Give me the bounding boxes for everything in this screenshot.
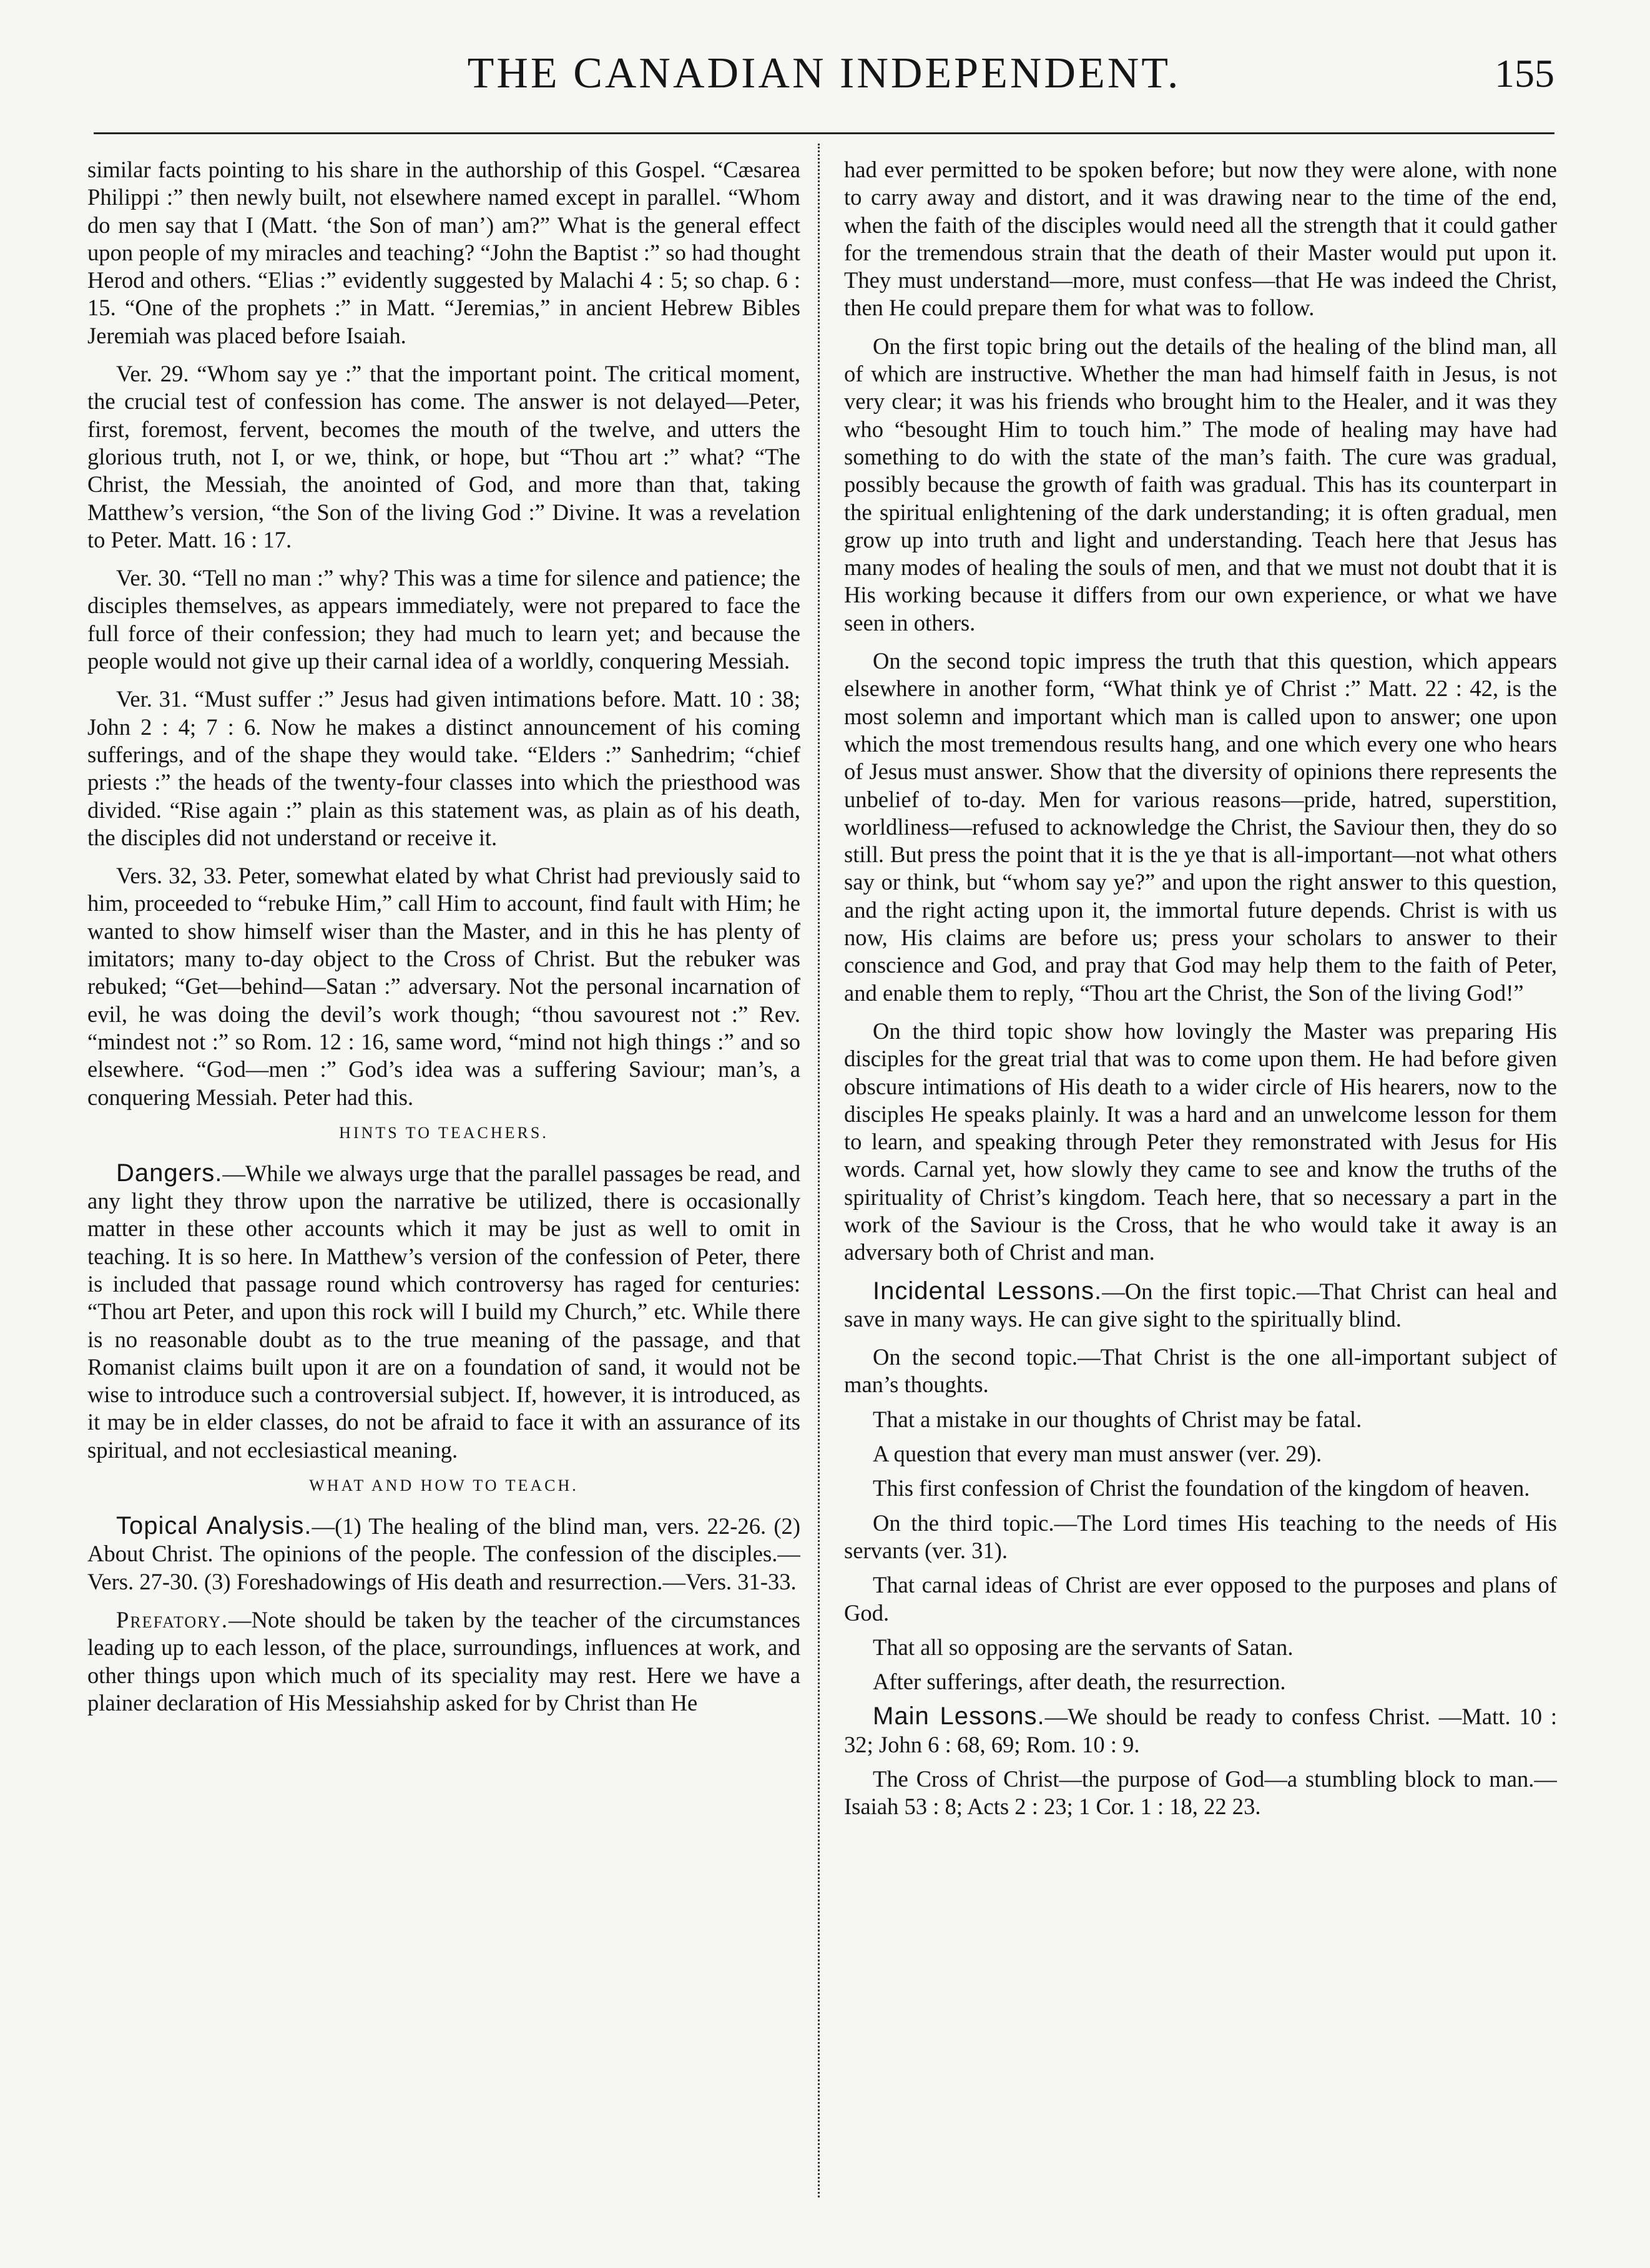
verse-31-paragraph bbox=[87, 685, 800, 852]
dangers-paragraph bbox=[87, 1159, 800, 1464]
continued-paragraph: had ever permitted to be spoken before; but now they were alone, with none to carry away and distort, and it was drawing near to the time of the end, when the faith of the disciples would need all the strength that it could gather for the tremendous strain that the death of their Master would put upon it. They must understand—more, must confess—that He was indeed the Christ, then He could prepare them for what was to follow. bbox=[844, 157, 1557, 321]
topical-analysis-paragraph bbox=[87, 1512, 800, 1596]
main-lessons-text: —We should be ready to confess Christ. —Matt. 10 : 32; John 6 : 68, 69; Rom. 10 : 9. bbox=[844, 1704, 1557, 1757]
incidental-second-topic: On the second topic.—That Christ is the one all-important subject of man’s thoughts. bbox=[844, 1344, 1557, 1398]
incidental-second-b: A question that every man must answer (ver. 29). bbox=[873, 1441, 1322, 1467]
third-topic-paragraph: On the third topic show how lovingly the Master was preparing His disciples for the great trial that was to come upon them. He had before given obscure intimations of His death to a wider circle of His hearers, now to the disciples He speaks plainly. It was a hard and an unwelcome lesson for them to learn, and speaking through Peter they remonstrated with Jesus for His words. Carnal yet, how slowly they came to see and know the truths of the spirituality of Christ’s kingdom. Teach here, that so necessary a part in the work of the Saviour is the Cross, that he who would take it away is an adversary both of Christ and man. bbox=[844, 1018, 1557, 1265]
verse-30-paragraph bbox=[87, 564, 800, 675]
verses-32-33-label: Vers. 32, 33. bbox=[116, 863, 232, 889]
verse-30-label: Ver. 30. bbox=[116, 565, 187, 591]
left-column bbox=[87, 156, 800, 2222]
page-number: 155 bbox=[1495, 51, 1554, 96]
main-lessons-label: Main Lessons. bbox=[873, 1702, 1045, 1730]
incidental-lessons-paragraph bbox=[844, 1277, 1557, 1333]
verse-29-paragraph bbox=[87, 360, 800, 554]
intro-paragraph: similar facts pointing to his share in the authorship of this Gospel. “Cæsarea Philippi :” then newly built, not elsewhere named except in parallel. “Whom do men say that I (Matt. ‘the Son of man’) am?” What is the general effect upon people of my miracles and teaching? “John the Baptist :” so had thought Herod and others. “Elias :” evidently suggested by Malachi 4 : 5; so chap. 6 : 15. “One of the prophets :” in Matt. “Jeremias,” in ancient Hebrew Bibles Jeremiah was placed before Isaiah. bbox=[87, 157, 800, 348]
main-lessons-cross: The Cross of Christ—the purpose of God—a stumbling block to man.—Isaiah 53 : 8; Acts 2 : 23; 1 Cor. 1 : 18, 22 23. bbox=[844, 1766, 1557, 1820]
second-topic-paragraph: On the second topic impress the truth that this question, which appears elsewhere in another form, “What think ye of Christ :” Matt. 22 : 42, is the most solemn and important which man is called upon to answer; one upon which the most tremendous results hang, and one which every one who hears of Jesus must answer. Show that the diversity of opinions there represents the unbelief of to-day. Men for various reasons—pride, hatred, superstition, worldliness—refused to acknowledge the Christ, the Saviour then, they do so still. But press the point that it is the ye that is all-important—not what others say or think, but “whom say ye?” and upon the right answer to this question, and the right acting upon it, the immortal future depends. Christ is with us now, His claims are before us; press your scholars to answer to their conscience and God, and pray that God may help them to the faith of Peter, and enable them to reply, “Thou art the Christ, the Son of the living God!” bbox=[844, 648, 1557, 1006]
topical-analysis-text: —(1) The healing of the blind man, vers. 22-26. (2) About Christ. The opinions of the people. The confession of the disciples.—Vers. 27-30. (3) Foreshadowings of His death and resurrection.—Vers. 31-33. bbox=[87, 1513, 800, 1594]
dangers-text: —While we always urge that the parallel passages be read, and any light they throw upon the narrative be utilized, there is occasionally matter in these other accounts which it may be just as well to omit in teaching. It is so here. In Matthew’s version of the confession of Peter, there is included that passage round which controversy has raged for centuries: “Thou art Peter, and upon this rock will I build my Church,” etc. While there is no reasonable doubt as to the true meaning of the passage, and that Romanist claims built upon it are on a foundation of sand, it would not be wise to introduce such a controversial subject. If, however, it is introduced, as it may be in elder classes, do not be afraid to face it with an assurance of its spiritual, and not ecclesiastical meaning. bbox=[87, 1160, 800, 1463]
verse-29-text: “Whom say ye :” that the important point. The critical moment, the crucial test of confession has come. The answer is not delayed—Peter, first, foremost, fervent, becomes the mouth of the twelve, and utters the glorious truth, not I, or we, think, or hope, but “Thou art :” what? “The Christ, the Messiah, the anointed of God, and more than that, taking Matthew’s version, “the Son of the living God :” Divine. It was a revelation to Peter. Matt. 16 : 17. bbox=[87, 361, 800, 552]
dangers-label: Dangers. bbox=[116, 1159, 223, 1187]
main-lessons-paragraph bbox=[844, 1702, 1557, 1759]
topical-analysis-label: Topical Analysis. bbox=[116, 1512, 312, 1540]
section-heading-what-how: WHAT AND HOW TO TEACH. bbox=[309, 1476, 579, 1495]
right-column bbox=[844, 156, 1557, 2222]
incidental-third-c: After sufferings, after death, the resurrection. bbox=[873, 1669, 1286, 1695]
verses-32-33-paragraph bbox=[87, 862, 800, 1111]
incidental-second-c: This first confession of Christ the foundation of the kingdom of heaven. bbox=[873, 1475, 1530, 1501]
incidental-second-a: That a mistake in our thoughts of Christ may be fatal. bbox=[873, 1406, 1362, 1432]
section-heading-hints: HINTS TO TEACHERS. bbox=[339, 1123, 549, 1142]
verses-32-33-text: Peter, somewhat elated by what Christ had previously said to him, proceeded to “rebuke Him,” call Him to account, find fault with Him; he wanted to show himself wiser than the Master, and in this he has plenty of imitators; many to-day object to the Cross of Christ. But the rebuker was rebuked; “Get—behind—Satan :” adversary. Not the personal incarnation of evil, he was doing the devil’s work though; “thou savourest not :” Rev. “mindest not :” so Rom. 12 : 16, same word, “mind not high things :” and so elsewhere. “God—men :” God’s idea was a suffering Saviour; man’s, a conquering Messiah. Peter had this. bbox=[87, 863, 800, 1110]
verse-31-label: Ver. 31. bbox=[116, 686, 188, 712]
first-topic-paragraph: On the first topic bring out the details of the healing of the blind man, all of which are instructive. Whether the man had himself faith in Jesus, is not very clear; it was his friends who brought him to the Healer, and it was they who “besought Him to touch him.” The mode of healing may have had something to do with the state of the man’s faith. The cure was gradual, possibly because the growth of faith was gradual. This has its counterpart in the spiritual enlightening of the dark understanding; it is often gradual, men grow up into truth and light and understanding. Teach here that Jesus has many modes of healing the souls of men, and that we must not doubt that it is His working because it differs from our own experience, or what we have seen in others. bbox=[844, 333, 1557, 636]
incidental-lessons-text: —On the first topic.—That Christ can heal and save in many ways. He can give sight to the spiritually blind. bbox=[844, 1278, 1557, 1332]
header-rule bbox=[94, 132, 1554, 134]
prefatory-text: —Note should be taken by the teacher of the circumstances leading up to each lesson, of the place, surroundings, influences at work, and other things upon which much of its speciality may rest. Here we have a plainer declaration of His Messiahship asked for by Christ than He bbox=[87, 1606, 800, 1716]
running-title: THE CANADIAN INDEPENDENT. bbox=[467, 49, 1181, 97]
incidental-third-a: That carnal ideas of Christ are ever opposed to the purposes and plans of God. bbox=[844, 1572, 1557, 1626]
verse-30-text: “Tell no man :” why? This was a time for silence and patience; the disciples themselves, as appears immediately, were not prepared to face the full force of their confession; they had much to learn yet; and because the people would not give up their carnal idea of a worldly, conquering Messiah. bbox=[87, 565, 800, 674]
incidental-third-topic: On the third topic.—The Lord times His teaching to the needs of His servants (ver. 31). bbox=[844, 1510, 1557, 1563]
verse-29-label: Ver. 29. bbox=[116, 361, 189, 387]
page-header bbox=[94, 42, 1554, 105]
prefatory-label: Prefatory. bbox=[116, 1606, 229, 1632]
column-divider bbox=[818, 144, 820, 2197]
incidental-lessons-label: Incidental Lessons. bbox=[873, 1277, 1102, 1305]
prefatory-paragraph bbox=[87, 1606, 800, 1717]
verse-31-text: “Must suffer :” Jesus had given intimations before. Matt. 10 : 38; John 2 : 4; 7 : 6. Now he makes a distinct announcement of his coming sufferings, and of the shape they would take. “Elders :” Sanhedrim; “chief priests :” the heads of the twenty-four classes into which the priesthood was divided. “Rise again :” plain as this statement was, as plain as of his death, the disciples did not understand or receive it. bbox=[87, 686, 800, 850]
incidental-third-b: That all so opposing are the servants of Satan. bbox=[873, 1634, 1294, 1660]
